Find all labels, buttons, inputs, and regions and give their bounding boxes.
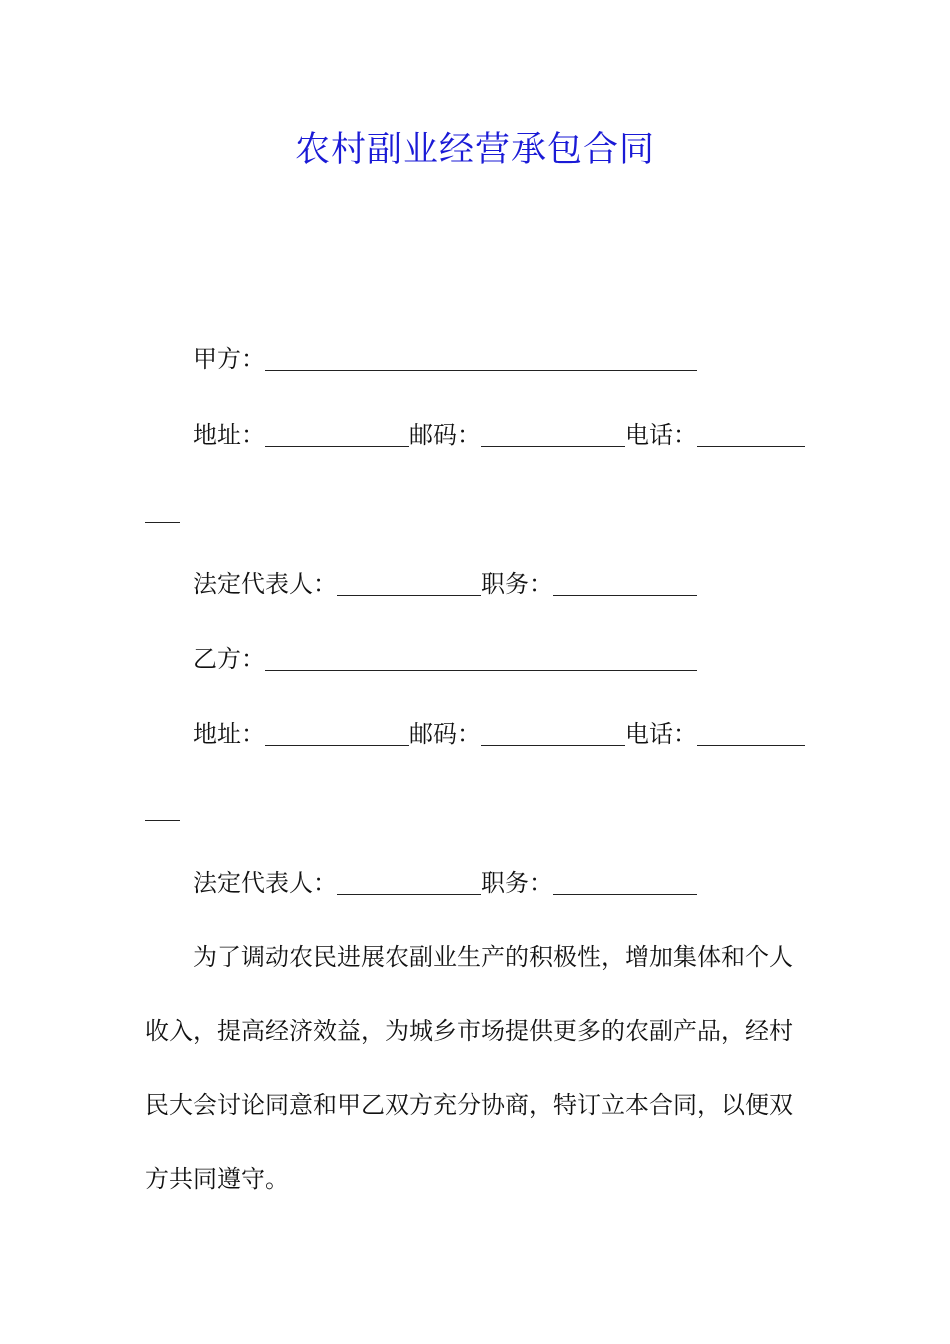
document-title: 农村副业经营承包合同 — [294, 130, 655, 170]
party-b-position-label: 职务： — [481, 869, 553, 897]
party-a-phone-continuation — [145, 494, 180, 528]
preamble-line: 方共同遵守。 — [145, 1165, 289, 1193]
party-a-position-label: 职务： — [481, 570, 553, 598]
party-b-blank[interactable] — [265, 646, 697, 671]
party-a-blank[interactable] — [265, 346, 697, 371]
party-a-postcode-blank[interactable] — [481, 422, 625, 447]
party-a-phone-label: 电话： — [625, 421, 697, 449]
preamble-line: 民大会讨论同意和甲乙双方充分协商，特订立本合同，以便双 — [145, 1091, 793, 1119]
party-a-line — [193, 342, 697, 376]
party-a-phone-blank-cont[interactable] — [145, 498, 180, 523]
party-b-address-blank[interactable] — [265, 721, 409, 746]
party-b-position-blank[interactable] — [553, 870, 697, 895]
party-a-address-line — [193, 418, 805, 452]
party-b-postcode-label: 邮码： — [409, 720, 481, 748]
party-b-phone-blank[interactable] — [697, 721, 805, 746]
party-b-phone-blank-cont[interactable] — [145, 796, 180, 821]
party-a-phone-blank[interactable] — [697, 422, 805, 447]
party-a-rep-blank[interactable] — [337, 571, 481, 596]
party-a-address-label: 地址： — [193, 421, 265, 449]
preamble-paragraph — [145, 920, 805, 1216]
party-b-rep-line — [193, 866, 697, 900]
party-a-address-blank[interactable] — [265, 422, 409, 447]
party-a-position-blank[interactable] — [553, 571, 697, 596]
party-a-label: 甲方： — [193, 345, 265, 373]
party-b-postcode-blank[interactable] — [481, 721, 625, 746]
party-b-phone-label: 电话： — [625, 720, 697, 748]
party-b-address-label: 地址： — [193, 720, 265, 748]
party-a-rep-label: 法定代表人： — [193, 570, 337, 598]
party-a-rep-line — [193, 567, 697, 601]
party-b-phone-continuation — [145, 792, 180, 826]
party-a-postcode-label: 邮码： — [409, 421, 481, 449]
party-b-rep-label: 法定代表人： — [193, 869, 337, 897]
party-b-line — [193, 642, 697, 676]
preamble-line: 为了调动农民进展农副业生产的积极性，增加集体和个人 — [193, 943, 793, 971]
party-b-rep-blank[interactable] — [337, 870, 481, 895]
party-b-address-line — [193, 717, 805, 751]
party-b-label: 乙方： — [193, 645, 265, 673]
preamble-line: 收入，提高经济效益，为城乡市场提供更多的农副产品，经村 — [145, 1017, 793, 1045]
